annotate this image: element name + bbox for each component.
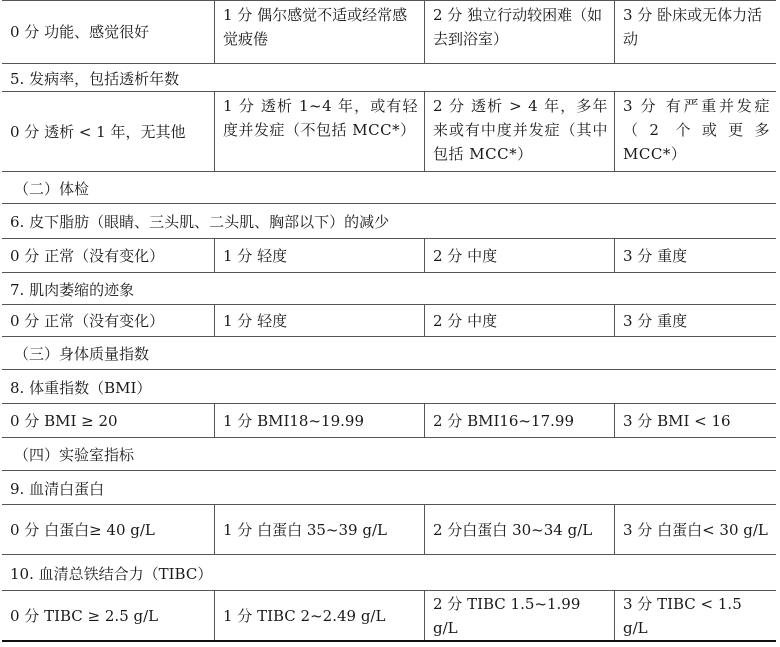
cell-morbidity-3: 3 分 有严重并发症（2 个或更多 MCC*）	[614, 92, 776, 171]
table-row-header-9	[2, 471, 776, 505]
cell-function-3: 3 分 卧床或无体力活动	[614, 1, 776, 63]
cell-bmi-1: 1 分 BMI18~19.99	[214, 404, 424, 437]
cell-tibc-0: 0 分 TIBC ≥ 2.5 g/L	[10, 606, 159, 625]
cell-bmi-0: 0 分 BMI ≥ 20	[10, 411, 118, 430]
table-row-header-7	[2, 273, 776, 305]
item-heading-8: 8. 体重指数（BMI）	[10, 378, 152, 397]
section-heading-3: （三）身体质量指数	[14, 345, 150, 363]
cell-muscle-2: 2 分 中度	[424, 305, 614, 336]
table-row-albumin	[2, 505, 776, 555]
cell-albumin-0: 0 分 白蛋白≥ 40 g/L	[10, 520, 155, 539]
table-row-tibc	[2, 591, 776, 642]
cell-function-1: 1 分 偶尔感觉不适或经常感觉疲倦	[214, 1, 424, 63]
cell-muscle-0: 0 分 正常（没有变化）	[10, 311, 165, 330]
cell-function-0: 0 分 功能、感觉很好	[10, 23, 150, 41]
cell-morbidity-0: 0 分 透析 < 1 年，无其他	[10, 122, 186, 141]
table-row-header-8	[2, 370, 776, 404]
item-heading-9: 9. 血清白蛋白	[10, 479, 105, 498]
item-heading-7: 7. 肌肉萎缩的迹象	[10, 280, 135, 299]
table-row-function	[2, 0, 776, 64]
section-heading-2: （二）体检	[14, 179, 90, 198]
table-row-section-2	[2, 172, 776, 204]
cell-albumin-3: 3 分 白蛋白< 30 g/L	[614, 505, 776, 554]
cell-fat-0: 0 分 正常（没有变化）	[10, 246, 165, 265]
section-heading-4: （四）实验室指标	[14, 446, 135, 464]
cell-morbidity-2: 2 分 透析 > 4 年，多年来或有中度并发症（其中包括 MCC*）	[424, 92, 614, 171]
cell-muscle-1: 1 分 轻度	[214, 305, 424, 336]
table-row-bmi	[2, 404, 776, 438]
cell-fat-1: 1 分 轻度	[214, 239, 424, 272]
table-row-section-4	[2, 438, 776, 471]
table-row-section-3	[2, 337, 776, 370]
table-row-muscle	[2, 305, 776, 337]
cell-fat-2: 2 分 中度	[424, 239, 614, 272]
item-heading-6: 6. 皮下脂肪（眼睛、三头肌、二头肌、胸部以下）的减少	[10, 213, 390, 231]
cell-muscle-3: 3 分 重度	[614, 305, 776, 336]
cell-tibc-2: 2 分 TIBC 1.5~1.99 g/L	[424, 591, 614, 640]
cell-bmi-3: 3 分 BMI < 16	[614, 404, 776, 437]
table-row-header-6	[2, 204, 776, 239]
table-row-fat	[2, 239, 776, 273]
cell-bmi-2: 2 分 BMI16~17.99	[424, 404, 614, 437]
cell-tibc-3: 3 分 TIBC < 1.5 g/L	[614, 591, 776, 640]
cell-albumin-1: 1 分 白蛋白 35~39 g/L	[214, 505, 424, 554]
cell-fat-3: 3 分 重度	[614, 239, 776, 272]
table-row-header-10	[2, 555, 776, 591]
cell-tibc-1: 1 分 TIBC 2~2.49 g/L	[214, 591, 424, 640]
item-heading-5: 5. 发病率，包括透析年数	[10, 69, 180, 88]
item-heading-10: 10. 血清总铁结合力（TIBC）	[10, 564, 213, 583]
table-row-header-5	[2, 64, 776, 92]
cell-morbidity-1: 1 分 透析 1~4 年，或有轻度并发症（不包括 MCC*）	[214, 92, 424, 171]
cell-albumin-2: 2 分白蛋白 30~34 g/L	[424, 505, 614, 554]
cell-function-2: 2 分 独立行动较困难（如去到浴室）	[424, 1, 614, 63]
table-row-morbidity	[2, 92, 776, 172]
